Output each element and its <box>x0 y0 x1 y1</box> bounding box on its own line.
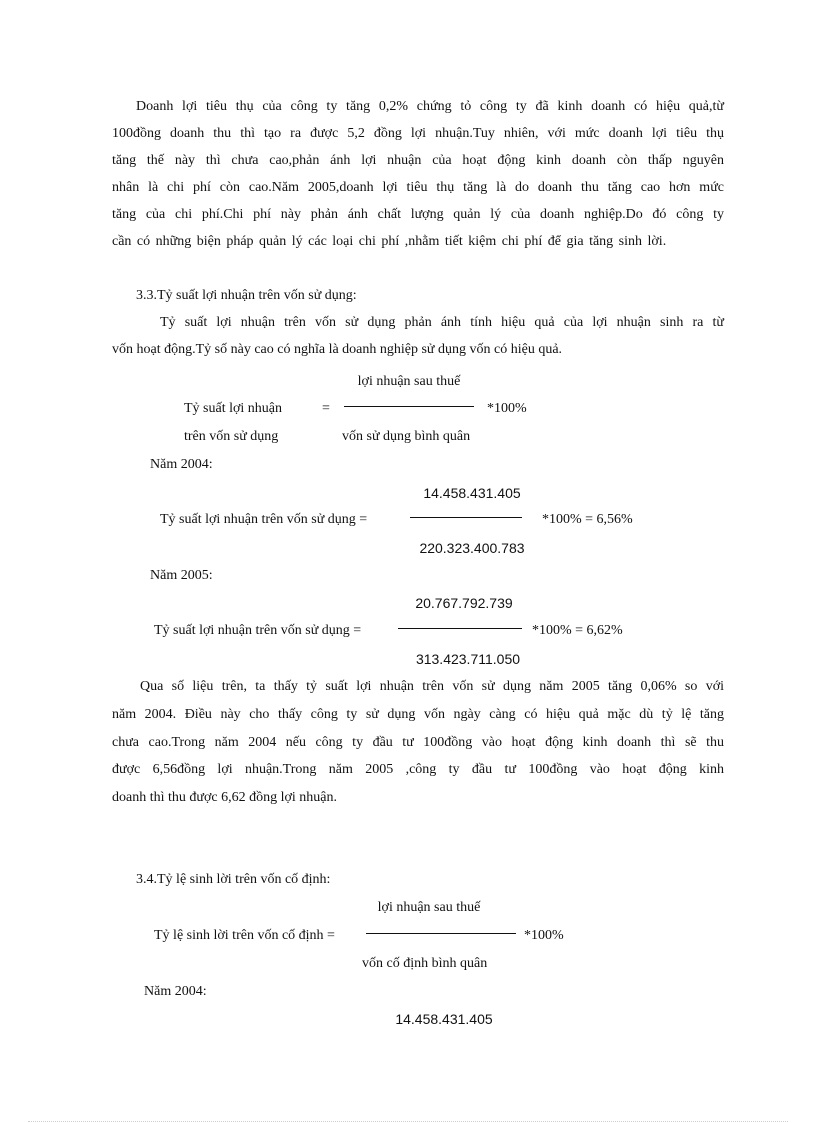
paragraph-line: tăng thế này thì chưa cao,phản ánh lợi nhuận của hoạt động kinh doanh còn thấp nguyên <box>112 153 724 168</box>
formula-equals: = <box>322 401 330 416</box>
formula-multiplier: *100% <box>487 401 527 416</box>
fraction-bar <box>398 628 522 629</box>
formula-label-line1: Tỷ suất lợi nhuận <box>184 401 282 416</box>
page-bottom-border <box>28 1121 788 1122</box>
paragraph-line: năm 2004. Điều này cho thấy công ty sử dụng vốn ngày càng có hiệu quả mặc dù tỷ lệ tăng <box>112 707 724 722</box>
paragraph-line: 100đồng doanh thu thì tạo ra được 5,2 đồng lợi nhuận.Tuy nhiên, với mức doanh lợi tiêu thụ <box>112 126 724 141</box>
paragraph-line: chưa cao.Trong năm 2004 nếu công ty đầu tư 100đồng vào hoạt động kinh doanh thì sẽ thu <box>112 735 724 750</box>
calc-numerator: 14.458.431.405 <box>423 485 521 501</box>
calc-denominator: 313.423.711.050 <box>415 651 521 667</box>
formula-numerator: lợi nhuận sau thuế <box>357 374 461 389</box>
calc-result: *100% = 6,56% <box>542 512 633 527</box>
formula-denominator: vốn sử dụng bình quân <box>342 429 471 444</box>
paragraph-line: tăng của chi phí.Chi phí này phản ánh chất lượng quản lý của doanh nghiệp.Do đó công ty <box>112 207 724 222</box>
calc-numerator: 14.458.431.405 <box>395 1011 493 1027</box>
formula-multiplier: *100% <box>524 928 564 943</box>
paragraph-line: Doanh lợi tiêu thụ của công ty tăng 0,2% chứng tỏ công ty đã kinh doanh có hiệu quả,từ <box>136 99 724 114</box>
paragraph-line: Qua số liệu trên, ta thấy tỷ suất lợi nhuận trên vốn sử dụng năm 2005 tăng 0,06% so với <box>140 679 724 694</box>
section-heading-3-3: 3.3.Tỷ suất lợi nhuận trên vốn sử dụng: <box>136 288 357 303</box>
paragraph-line: Tỷ suất lợi nhuận trên vốn sử dụng phản ánh tính hiệu quả của lợi nhuận sinh ra từ <box>160 315 724 330</box>
paragraph-line: doanh thì thu được 6,62 đồng lợi nhuận. <box>112 790 337 805</box>
paragraph-line: nhân là chi phí còn cao.Năm 2005,doanh lợi tiêu thụ tăng là do doanh thu tăng cao hơn mức <box>112 180 724 195</box>
paragraph-line: được 6,56đồng lợi nhuận.Trong năm 2005 ,công ty đầu tư 100đồng vào hoạt động kinh <box>112 762 724 777</box>
formula-denominator: vốn cố định bình quân <box>362 956 488 971</box>
fraction-bar <box>410 517 522 518</box>
calc-lhs: Tỷ suất lợi nhuận trên vốn sử dụng = <box>154 623 362 638</box>
fraction-bar <box>344 406 474 407</box>
year-label-2005: Năm 2005: <box>150 568 213 583</box>
formula-lhs: Tỷ lệ sinh lời trên vốn cố định = <box>154 928 335 943</box>
formula-numerator: lợi nhuận sau thuế <box>377 900 481 915</box>
year-label-2004: Năm 2004: <box>150 457 213 472</box>
section-heading-3-4: 3.4.Tỷ lệ sinh lời trên vốn cố định: <box>136 872 331 887</box>
paragraph-line: cần có những biện pháp quản lý các loại chi phí ,nhằm tiết kiệm chi phí để gia tăng sinh lời. <box>112 234 667 249</box>
paragraph-line: vốn hoạt động.Tỷ số này cao có nghĩa là doanh nghiệp sử dụng vốn có hiệu quả. <box>112 342 563 357</box>
calc-result: *100% = 6,62% <box>532 623 623 638</box>
fraction-bar <box>366 933 516 934</box>
year-label-2004: Năm 2004: <box>144 984 207 999</box>
calc-denominator: 220.323.400.783 <box>419 540 525 556</box>
calc-numerator: 20.767.792.739 <box>415 595 513 611</box>
calc-lhs: Tỷ suất lợi nhuận trên vốn sử dụng = <box>160 512 368 527</box>
formula-label-line2: trên vốn sử dụng <box>184 429 279 444</box>
